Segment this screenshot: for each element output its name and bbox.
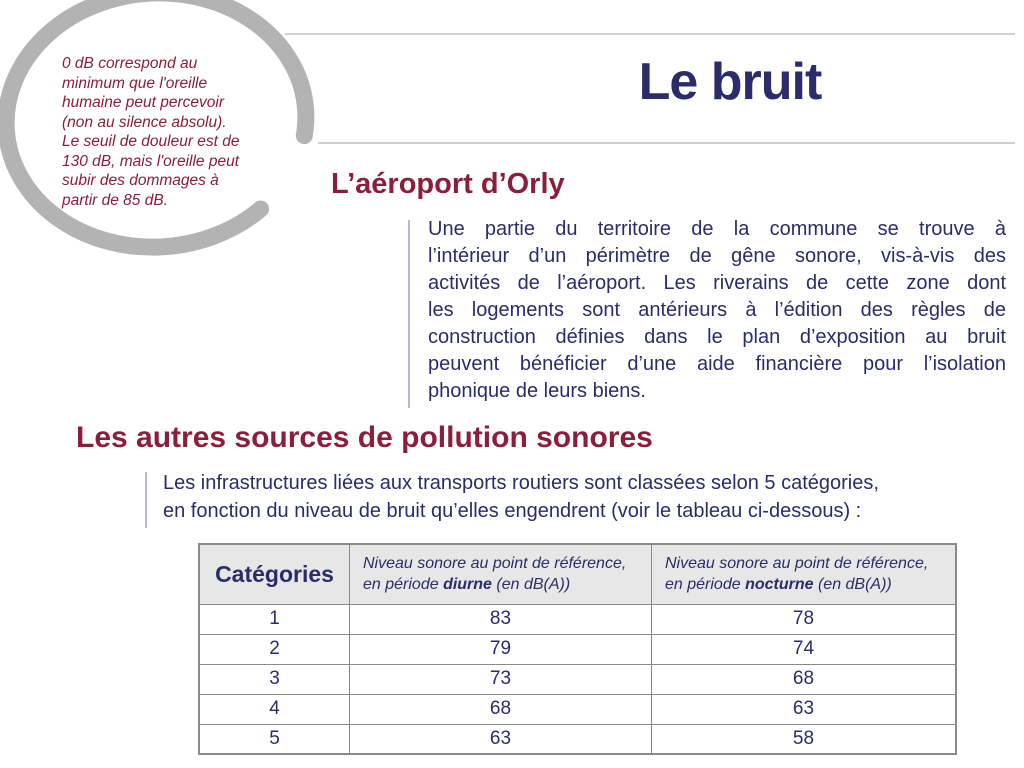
cell-category: 2 — [199, 634, 350, 664]
cell-nocturne: 63 — [652, 694, 957, 724]
table-row — [199, 634, 956, 664]
page-title: Le bruit — [638, 53, 822, 111]
table-body — [199, 604, 956, 754]
header-text: en période — [665, 576, 746, 594]
cell-category: 3 — [199, 664, 350, 694]
header-text-bold: diurne — [443, 576, 492, 594]
table-row — [199, 724, 956, 754]
circle-note-line: Le seuil de douleur est de — [62, 133, 240, 150]
paragraph-line: les logements sont antérieurs à l’édition des règles de — [428, 299, 1006, 321]
paragraph-line: l’intérieur d’un périmètre de gêne sonore, vis-à-vis des — [428, 245, 1006, 267]
header-cell-nocturne — [652, 544, 957, 604]
section-heading-autres-sources: Les autres sources de pollution sonores — [76, 421, 653, 454]
paragraph-left-rule — [408, 220, 410, 408]
paragraph-left-rule — [145, 472, 147, 528]
cell-diurne: 79 — [350, 634, 652, 664]
table-header — [199, 544, 956, 604]
cell-category: 4 — [199, 694, 350, 724]
paragraph-line: phonique de leurs biens. — [428, 380, 646, 402]
cell-nocturne: 78 — [652, 604, 957, 634]
table-row — [199, 604, 956, 634]
cell-nocturne: 58 — [652, 724, 957, 754]
header-text-bold: nocturne — [745, 576, 814, 594]
paragraph-infrastructures — [163, 469, 1008, 525]
cell-diurne: 73 — [350, 664, 652, 694]
header-text: Niveau sonore au point de référence, — [665, 555, 929, 573]
cell-category: 5 — [199, 724, 350, 754]
noise-categories-table — [198, 543, 957, 755]
cell-category: 1 — [199, 604, 350, 634]
circle-note-line: subir des dommages à — [62, 172, 219, 189]
header-text: (en dB(A)) — [813, 576, 892, 594]
cell-diurne: 83 — [350, 604, 652, 634]
cell-diurne: 68 — [350, 694, 652, 724]
header-text: en période — [363, 576, 444, 594]
paragraph-line: Une partie du territoire de la commune se trouve à — [428, 218, 1006, 240]
paragraph-line: Les infrastructures liées aux transports routiers sont classées selon 5 catégories, — [163, 472, 879, 494]
table-row — [199, 694, 956, 724]
paragraph-line: activités de l’aéroport. Les riverains de cette zone dont — [428, 272, 1006, 294]
title-bottom-rule — [318, 142, 1015, 144]
table-row — [199, 664, 956, 694]
title-top-rule — [285, 33, 1015, 35]
circle-note — [62, 54, 292, 210]
cell-nocturne: 68 — [652, 664, 957, 694]
cell-diurne: 63 — [350, 724, 652, 754]
paragraph-line: peuvent bénéficier d’une aide financière pour l’isolation — [428, 353, 1006, 375]
circle-note-line: 0 dB correspond au — [62, 55, 198, 72]
header-cell-categories: Catégories — [199, 544, 350, 604]
header-text: Niveau sonore au point de référence, — [363, 555, 627, 573]
cell-nocturne: 74 — [652, 634, 957, 664]
paragraph-line: en fonction du niveau de bruit qu’elles engendrent (voir le tableau ci-dessous) : — [163, 500, 862, 522]
circle-note-line: (non au silence absolu). — [62, 113, 227, 131]
paragraph-orly — [428, 216, 1006, 405]
circle-note-line: humaine peut percevoir — [62, 94, 224, 111]
circle-note-line: minimum que l'oreille — [62, 74, 208, 92]
circle-note-line: partir de 85 dB. — [62, 191, 168, 209]
section-heading-orly: L’aéroport d’Orly — [331, 168, 565, 200]
header-cell-diurne — [350, 544, 652, 604]
header-text: (en dB(A)) — [491, 576, 571, 594]
table-header-row — [199, 544, 956, 604]
circle-note-line: 130 dB, mais l'oreille peut — [62, 152, 240, 170]
paragraph-line: construction définies dans le plan d’exposition au bruit — [428, 326, 1006, 348]
